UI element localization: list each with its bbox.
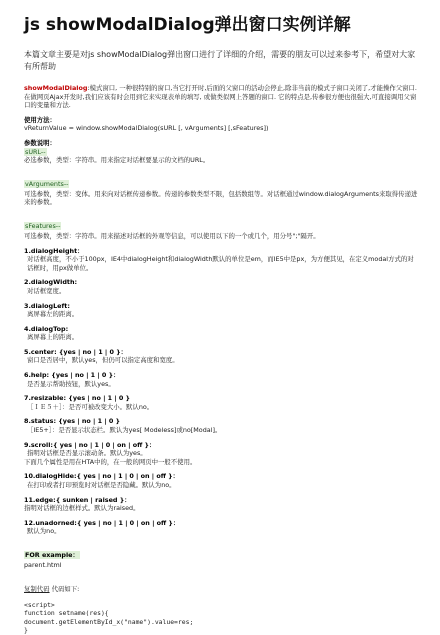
article: [24, 14, 418, 635]
param-name: sURL--: [25, 147, 46, 156]
param-desc: 必选参数，类型：字符串。用来指定对话框要显示的文档的URL。: [24, 156, 210, 165]
feature-item: [24, 247, 418, 273]
code-line: }: [24, 626, 28, 635]
feature-desc: 在打印或者打印预览时对话框是否隐藏。默认为no。: [27, 481, 176, 489]
feature-desc: ［IE5+］：是否显示状态栏。默认为yes[ Modeless]或no[Modal]。: [27, 426, 222, 435]
feature-item: [24, 325, 418, 342]
feature-desc: 指明对话框的边框样式。默认为raised。: [24, 504, 140, 513]
feature-item: [24, 348, 418, 365]
params-section: [24, 139, 418, 165]
feature-item: [24, 496, 418, 513]
feature-item: [24, 417, 418, 434]
code-line: document.getElementById_x("name").value=res;: [24, 617, 194, 626]
feature-name: 4.dialogTop:: [24, 324, 69, 333]
code-block: [24, 601, 418, 635]
feature-name: 2.dialogWidth:: [24, 278, 78, 287]
usage-label: 使用方法：: [24, 115, 56, 124]
usage-section: [24, 116, 418, 133]
feature-desc: 指明对话框是否显示滚动条。默认为yes。: [27, 449, 147, 458]
feature-name: 11.edge:{ sunken | raised }：: [24, 495, 131, 504]
param-item: [24, 148, 418, 165]
feature-item: [24, 371, 418, 388]
desc-label: showModalDialog: [24, 84, 88, 92]
feature-item: [24, 302, 418, 319]
page-title: js showModalDialog弹出窗口实例详解: [24, 15, 351, 35]
feature-name: 1.dialogHeight：: [24, 246, 84, 255]
feature-extra: 下面几个属性是用在HTA中的，在一般的网页中一般不使用。: [24, 457, 197, 466]
copy-code-suffix: 代码如下:: [49, 584, 80, 593]
feature-desc: 窗口是否居中，默认yes，但仍可以指定高度和宽度。: [27, 356, 179, 365]
feature-name: 5.center: {yes | no | 1 | 0 }：: [24, 347, 128, 356]
code-line: function setname(res){: [24, 609, 109, 618]
feature-name: 10.dialogHide:{ yes | no | 1 | 0 | on | off }：: [24, 472, 180, 481]
feature-desc: 离屏幕上的距离。: [27, 333, 79, 342]
params-label: 参数说明：: [24, 138, 56, 147]
feature-item: [24, 394, 418, 411]
feature-item: [24, 519, 418, 536]
example-label: FOR example：: [25, 550, 79, 559]
feature-item: [24, 441, 418, 467]
feature-desc: 对话框宽度。: [27, 286, 66, 295]
feature-name: 9.scroll:{ yes | no | 1 | 0 | on | off }：: [24, 440, 156, 449]
param-item: [24, 213, 418, 241]
feature-name: 6.help: {yes | no | 1 | 0 }：: [24, 371, 120, 380]
feature-name: 3.dialogLeft:: [24, 301, 70, 310]
feature-desc: 默认为no。: [27, 527, 61, 536]
desc-text: :模式窗口, 一种很特别的窗口,当它打开时,后面的父窗口的活动会停止,除非当前的模式子窗口关闭了,才能操作父窗口.在做网页Ajax开发时,我们应该有时会用到它来实现表单的填写, 或做类似网上答题的窗口. 它的特点是,传参很方便也很强大,可直接调用父窗口的变量和方法.: [24, 84, 417, 110]
example-value: parent.html: [24, 560, 62, 569]
feature-desc: 对话框高度，不小于100px，IE4中dialogHeight和dialogWidth默认的单位是em，而IE5中是px，为方便其见，在定义modal方式的对话框时，用px做单位。: [27, 255, 414, 272]
copy-code-row: [24, 576, 418, 595]
feature-name: 12.unadorned:{ yes | no | 1 | 0 | on | off }：: [24, 518, 180, 527]
feature-item: [24, 278, 418, 295]
feature-item: [24, 472, 418, 489]
feature-desc: ［ＩＥ５＋］：是否可被改变大小。默认no。: [27, 402, 154, 411]
feature-desc: 离屏幕左的距离。: [27, 310, 79, 319]
param-name: vArguments--: [25, 179, 69, 188]
param-desc: 可选参数，类型：变体。用来向对话框传递参数。传递的参数类型不限，包括数组等。对话框通过window.dialogArguments来取得传递进来的参数。: [24, 189, 418, 207]
param-name: sFeatures--: [25, 221, 61, 230]
code-line: <script>: [24, 600, 55, 609]
feature-name: 8.status: {yes | no | 1 | 0 }: [24, 417, 121, 426]
usage-code: vReturnValue = window.showModalDialog(sURL [, vArguments] [,sFeatures]): [24, 124, 269, 133]
intro-text: 本篇文章主要是对js showModalDialog弹出窗口进行了详细的介绍，需要的朋友可以过来参考下，希望对大家有所帮助: [24, 50, 416, 71]
copy-code-link[interactable]: 复制代码: [24, 584, 50, 593]
feature-name: 7.resizable: {yes | no | 1 | 0 }: [24, 394, 131, 403]
example-section: [24, 542, 418, 570]
param-desc: 可选参数，类型：字符串。用来描述对话框的外观等信息，可以使用以下的一个或几个，用分号";"隔开。: [24, 231, 320, 240]
feature-desc: 是否显示帮助按钮，默认yes。: [27, 379, 115, 388]
description: [24, 84, 418, 110]
param-item: [24, 171, 418, 207]
